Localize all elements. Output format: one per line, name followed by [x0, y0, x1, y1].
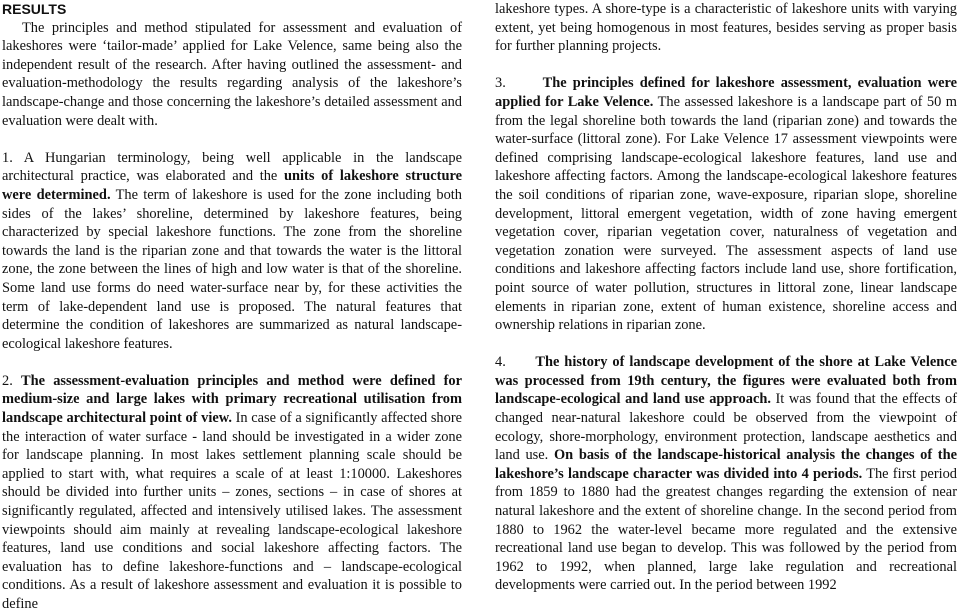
point-4-bold: The history of landscape development of the shore at Lake Velence was processed from 19th century, the figures were evaluated both from landscape-ecological and land use approach.: [495, 354, 957, 408]
point-1-paragraph: [2, 149, 462, 354]
point-4-bold-2: On basis of the landscape-historical analysis the changes of the lakeshore’s landscape character was divided into 4 periods.: [495, 447, 957, 482]
point-4-number: 4.: [495, 354, 506, 371]
paragraph-gap: [495, 56, 957, 75]
left-column: [2, 0, 462, 614]
point-3-bold: The principles defined for lakeshore assessment, evaluation were applied for Lake Velence.: [495, 75, 957, 110]
point-4-rest: The first period from 1859 to 1880 had the greatest changes regarding the extension of near natural lakeshore and the extent of shoreline change. In the second period from 1880 to 1962 the water-level became more regulated and the extensive recreational land use began to develop. This was followed by the period from 1962 to 1992, when planned, large lake regulation and recreational developments were carried out. In the period between 1992: [495, 465, 957, 594]
paragraph-gap: [2, 130, 462, 149]
point-3-paragraph: [495, 74, 957, 334]
point-1-rest: The term of lakeshore is used for the zone including both sides of the lakes’ shoreline, determined by lakeshore features, being characterized by special lakeshore functions. The zone from the shoreline towards the land is the riparian zone and that towards the water is the littoral zone, the zone between the lines of high and low water is that of the shoreline. Some land use forms do need water-surface near by, for these activities the term of lake-dependent land use is proposed. The natural features that determine the condition of lakeshores are summarized as natural landscape-ecological lakeshore features.: [2, 186, 462, 352]
point-1-bold: units of lakeshore structure were determined.: [2, 168, 462, 203]
section-heading: RESULTS: [2, 1, 67, 17]
continuation-paragraph: lakeshore types. A shore-type is a characteristic of lakeshore units with varying extent, yet being homogenous in most features, besides serving as proper basis for further planning projects.: [495, 1, 957, 55]
paragraph-gap: [2, 353, 462, 372]
point-4-mid: It was found that the effects of changed near-natural lakeshore could be observed from the viewpoint of ecology, shore-morphology, environment protection, landscape aesthetics and land use.: [495, 391, 957, 464]
point-1-lead: 1. A Hungarian terminology, being well applicable in the landscape architectural practice, was elaborated and the: [2, 149, 462, 185]
point-3-number: 3.: [495, 75, 506, 92]
paragraph-gap: [495, 335, 957, 354]
point-4-paragraph: [495, 353, 957, 595]
right-column: [495, 0, 957, 595]
point-2-bold: The assessment-evaluation principles and method were defined for medium-size and large lakes with primary recreational utilisation from landscape architectural point of view.: [2, 372, 462, 427]
point-2-paragraph: [2, 372, 462, 614]
point-3-rest: The assessed lakeshore is a landscape part of 50 m from the legal shoreline both towards the land (riparian zone) and towards the water-surface (littoral zone). For Lake Velence 17 assessment viewpoints were defined comprising landscape-ecological lakeshore features, land use and lakeshore affecting factors. Among the landscape-ecological lakeshore features the soil conditions of riparian zone, wave-exposure, riparian slope, shoreline development, littoral emergent vegetation, width of zone having emergent vegetation cover, riparian vegetation cover, naturalness of vegetation and vegetation zonation were surveyed. The assessment aspects of land use conditions and lakeshore affecting factors include land use, shore fortification, point source of water pollution, structures in littoral zone, linear landscape elements in riparian zone, extent of human existence, shoreline access and ownership relations in riparian zone.: [495, 93, 957, 334]
point-2-number: 2.: [2, 372, 13, 389]
point-2-rest: In case of a significantly affected shore the interaction of water surface - land should be investigated in a wider zone for landscape planning. In most lakes settlement planning scale should be applied to start with, what requires a scale of at least 1:10000. Lakeshores should be divided into further units – zones, sections – in case of shores at significantly regulated, affected and intensively utilised lakes. The assessment viewpoints should aim mainly at revealing landscape-ecological lakeshore features, land use conditions and social lakeshore affecting factors. The evaluation has to define lakeshore-functions and – landscape-ecological conditions. As a result of lakeshore assessment and evaluation it is possible to define: [2, 410, 463, 612]
intro-paragraph: The principles and method stipulated for assessment and evaluation of lakeshores were ‘tailor-made’ applied for Lake Velence, same being also the independent result of the research. After having outlined the assessment- and evaluation-methodology the results regarding analysis of the lakeshore’s landscape-change and those concerning the lakeshore’s detailed assessment and evaluation were dealt with.: [2, 19, 462, 129]
